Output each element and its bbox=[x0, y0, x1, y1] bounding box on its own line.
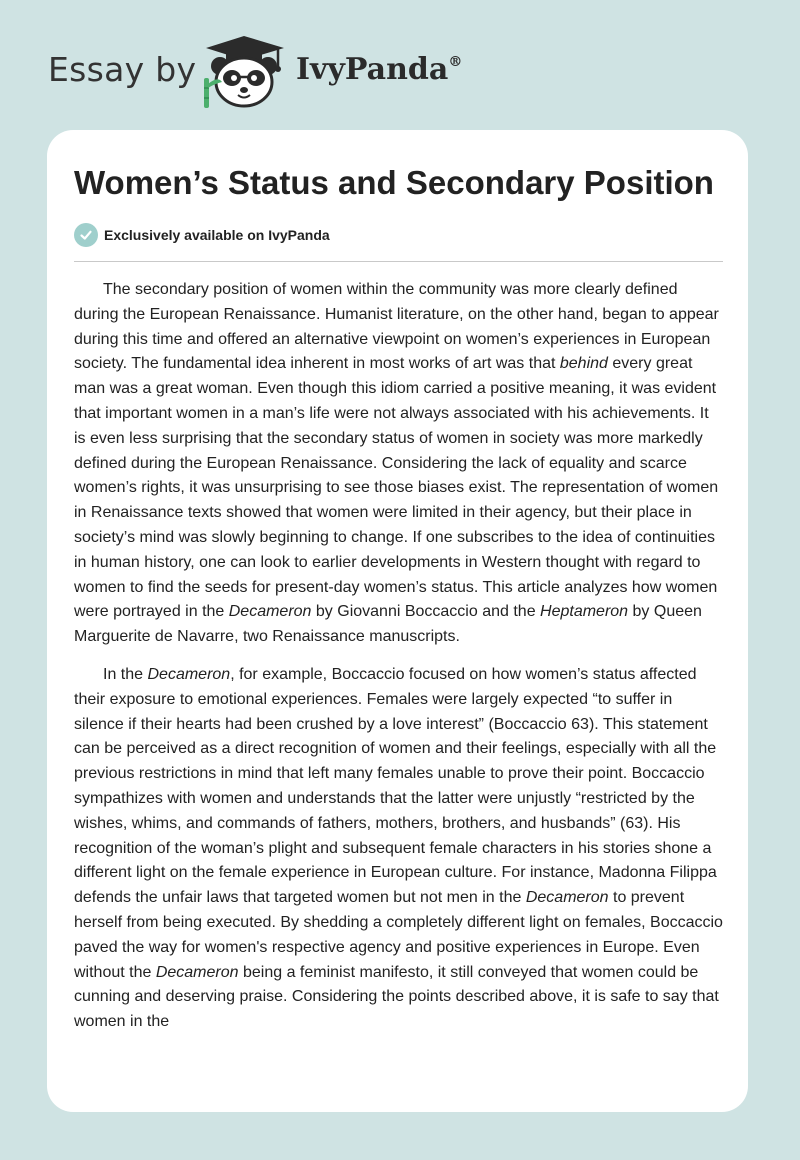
text-run: In the bbox=[103, 665, 148, 683]
exclusive-badge bbox=[74, 222, 330, 248]
panda-graduate-icon bbox=[198, 34, 294, 110]
paragraph-1 bbox=[74, 278, 724, 650]
text-run: , for example, Boccaccio focused on how women’s status affected their exposure to emotional experiences. Females were largely expected “to suffer in silence if their hearts had been crushed by a love interest” (Boccaccio 63). This statement can be perceived as a direct recognition of women and their feelings, especially with all the previous restrictions in mind that left many females unable to prove their point. Boccaccio sympathizes with women and understands that the latter were unjustly “restricted by the wishes, whims, and commands of fathers, mothers, brothers, and husbands” (63). His recognition of the woman’s plight and subsequent female characters in his stories shone a different light on the female experience in European culture. For instance, Madonna Filippa defends the unfair laws that targeted women but not men in the bbox=[74, 665, 717, 907]
text-run: every great man was a great woman. Even though this idiom carried a positive meaning, it was evident that important women in a man’s life were not always associated with his achievements. It is even less surprising that the secondary status of women in society was more markedly defined during the European Renaissance. Considering the lack of equality and scarce women’s rights, it was unsurprising to see those biases exist. The representation of women in Renaissance texts showed that women were limited in their agency, but their place in society’s mind was slowly beginning to change. If one subscribes to the idea of continuities in human history, one can look to earlier developments in Western thought with regard to women to find the seeds for present-day women’s status. This article analyzes how women were portrayed in the bbox=[74, 355, 719, 621]
exclusive-label: Exclusively available on IvyPanda bbox=[104, 227, 330, 243]
text-run: by Giovanni Boccaccio and the bbox=[311, 603, 541, 621]
page-title: Women’s Status and Secondary Position bbox=[74, 164, 714, 201]
italic-title: Heptameron bbox=[540, 603, 629, 621]
registered-mark: ® bbox=[448, 54, 463, 70]
text-run: to prevent herself from being executed. By shedding a completely different light on females, Boccaccio paved the way for women's respective agency and positive experiences in Europe. Even without the bbox=[74, 889, 723, 981]
essay-card bbox=[47, 130, 748, 1112]
brand-text: IvyPanda bbox=[296, 52, 449, 87]
essay-body bbox=[74, 278, 724, 1048]
italic-title: Decameron bbox=[155, 963, 239, 981]
italic-title: Decameron bbox=[147, 665, 231, 683]
text-run: being a feminist manifesto, it still conveyed that women could be cunning and deserving praise. Considering the points described above, it is safe to say that women in the bbox=[74, 963, 719, 1031]
italic-title: Decameron bbox=[228, 603, 312, 621]
brand-name[interactable] bbox=[296, 52, 462, 87]
text-run: by Queen Marguerite de Navarre, two Renaissance manuscripts. bbox=[74, 603, 702, 646]
divider bbox=[74, 261, 723, 262]
site-header bbox=[0, 0, 800, 120]
check-icon bbox=[74, 223, 98, 247]
italic-title: Decameron bbox=[525, 889, 609, 907]
essay-by-label: Essay by bbox=[48, 50, 197, 89]
paragraph-2 bbox=[74, 663, 724, 1035]
text-run: The secondary position of women within the community was more clearly defined during the European Renaissance. Humanist literature, on the other hand, began to appear during this time and offered an alternative viewpoint on women’s experiences in European society. The fundamental idea inherent in most works of art was that bbox=[74, 281, 719, 373]
italic-term: behind bbox=[559, 355, 608, 373]
